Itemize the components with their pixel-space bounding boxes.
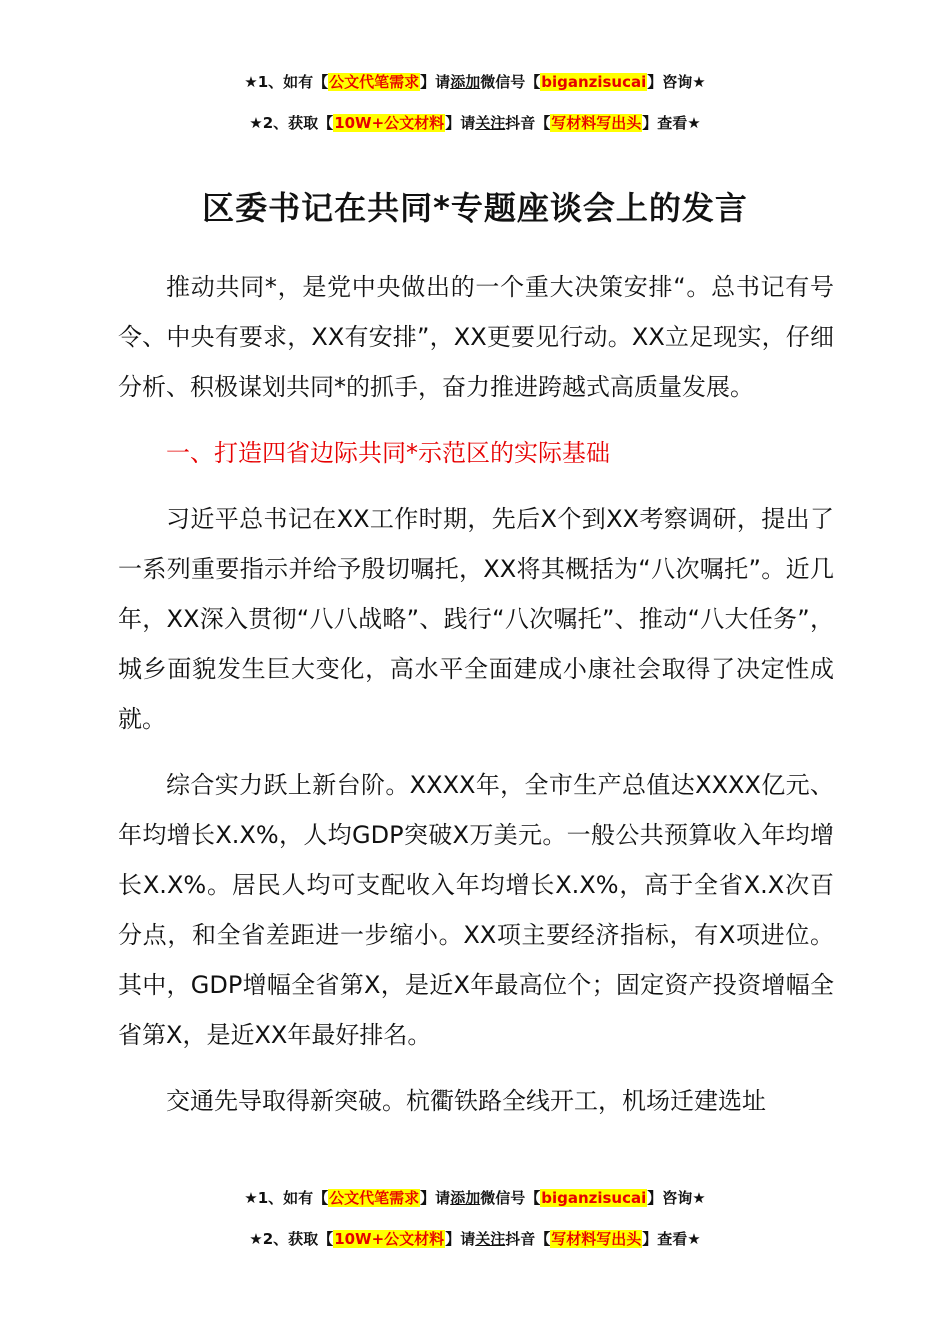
document-body [118,262,834,1142]
highlight-service: 公文代笔需求 [329,73,420,91]
highlight-materials: 10W+公文材料 [334,114,445,132]
highlight-douyin-id: 写材料写出头 [551,114,642,132]
top-banner-line-2: ★2、获取【10W+公文材料】请关注抖音【写材料写出头】查看★ [249,114,701,132]
highlight-douyin-id: 写材料写出头 [551,1230,642,1248]
highlight-wechat-id: biganzisucai [541,73,647,91]
highlight-materials: 10W+公文材料 [334,1230,445,1248]
bottom-banner-line-2: ★2、获取【10W+公文材料】请关注抖音【写材料写出头】查看★ [249,1230,701,1248]
paragraph-background: 习近平总书记在XX工作时期，先后X个到XX考察调研，提出了一系列重要指示并给予殷切嘱托，XX将其概括为“八次嘱托”。近几年，XX深入贯彻“八八战略”、践行“八次嘱托”、推动“八大任务”，城乡面貌发生巨大变化，高水平全面建成小康社会取得了决定性成就。 [118,505,834,733]
highlight-wechat-id: biganzisucai [541,1189,647,1207]
paragraph-intro: 推动共同*，是党中央做出的一个重大决策安排“。总书记有号令、中央有要求，XX有安排”，XX更要见行动。XX立足现实，仔细分析、积极谋划共同*的抓手，奋力推进跨越式高质量发展。 [118,273,834,401]
bottom-banner-line-1: ★1、如有【公文代笔需求】请添加微信号【biganzisucai】咨询★ [244,1189,706,1207]
paragraph-economy: 综合实力跃上新台阶。XXXX年，全市生产总值达XXXX亿元、年均增长X.X%，人均GDP突破X万美元。一般公共预算收入年均增长X.X%。居民人均可支配收入年均增长X.X%，高于全省X.X次百分点，和全省差距进一步缩小。XX项主要经济指标，有X项进位。其中，GDP增幅全省第X，是近X年最高位个；固定资产投资增幅全省第X，是近XX年最好排名。 [118,771,834,1049]
section-heading-1: 一、打造四省边际共同*示范区的实际基础 [166,439,610,467]
paragraph-transport: 交通先导取得新突破。杭衢铁路全线开工，机场迁建选址 [166,1087,766,1115]
highlight-service: 公文代笔需求 [329,1189,420,1207]
top-banner-line-1: ★1、如有【公文代笔需求】请添加微信号【biganzisucai】咨询★ [244,73,706,91]
document-title: 区委书记在共同*专题座谈会上的发言 [202,189,748,227]
